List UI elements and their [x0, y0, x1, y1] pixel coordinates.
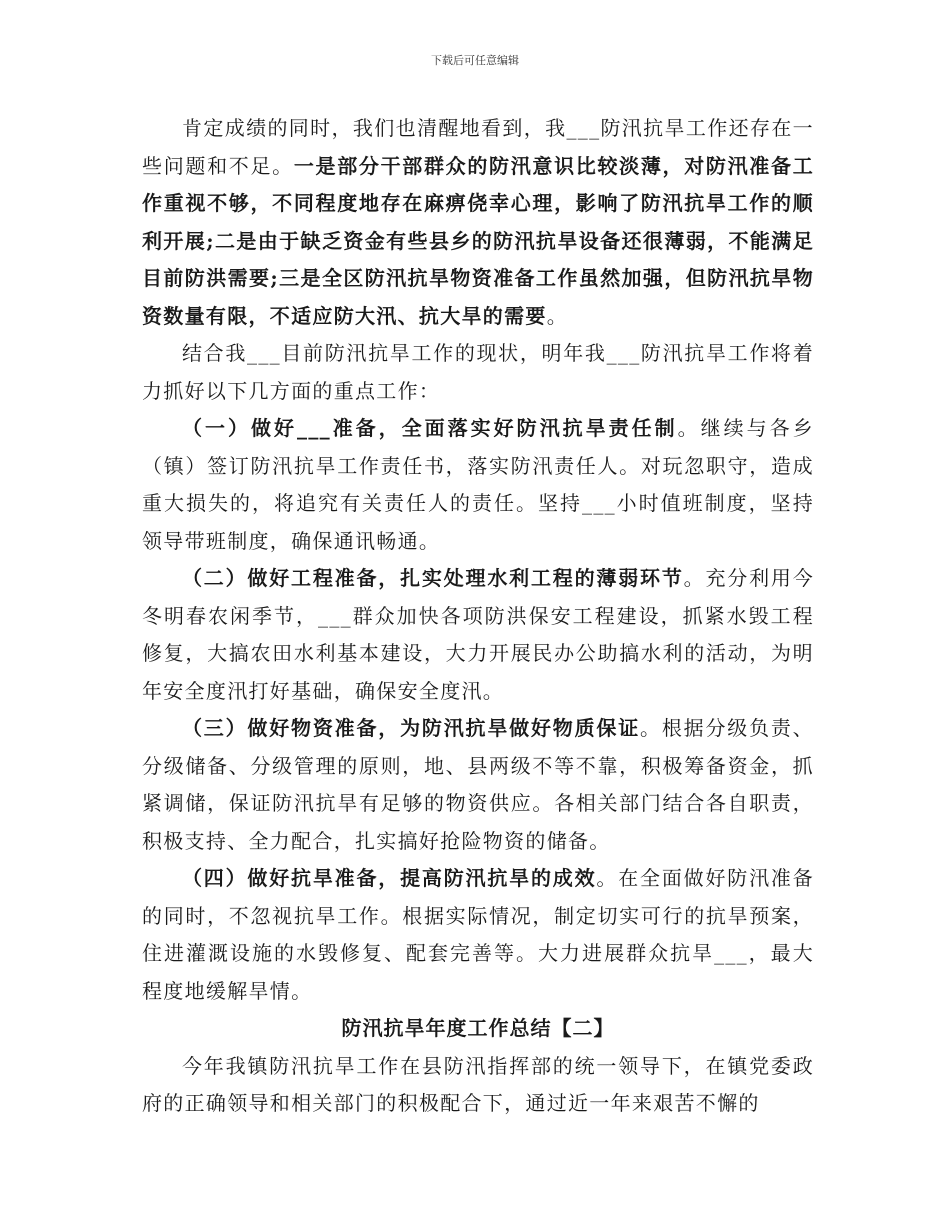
paragraph-text: 。	[546, 303, 569, 328]
item-heading: （三）做好物资准备，为防汛抗旱做好物质保证	[182, 716, 641, 740]
item-heading: （二）做好工程准备，扎实处理水利工程的薄弱环节	[182, 566, 684, 590]
paragraph-text: 肯定成绩的同时，我们也清醒地看到，我___防汛抗旱工作还存在一些问题和不足。	[142, 116, 814, 178]
item-text: 。根据分级负责、分级储备、分级管理的原则，地、县两级不等不靠，积极筹备资金，抓紧调储，保证防汛抗旱有足够的物资供应。各相关部门结合各自职责，积极支持、全力配合，扎实搞好抢险物资的储备。	[142, 716, 814, 853]
paragraph-item-2	[142, 560, 814, 710]
page-header: 下载后可任意编辑	[431, 54, 519, 67]
paragraph-item-4	[142, 860, 814, 1010]
item-heading: （一）做好___准备，全面落实好防汛抗旱责任制	[182, 416, 678, 440]
item-text: 。充分利用今冬明春农闲季节，___群众加快各项防洪保安工程建设，抓紧水毁工程修复，大搞农田水利基本建设，大力开展民办公助搞水利的活动，为明年安全度汛打好基础，确保安全度汛。	[142, 566, 814, 703]
section-heading: 防汛抗旱年度工作总结【二】	[341, 1016, 615, 1040]
paragraph-item-1	[142, 410, 814, 560]
paragraph-intro: 结合我___目前防汛抗旱工作的现状，明年我___防汛抗旱工作将着力抓好以下几方面的重点工作：	[142, 341, 814, 403]
document-body	[142, 110, 814, 1123]
paragraph-problems	[142, 110, 814, 335]
item-text: 。在全面做好防汛准备的同时，不忽视抗旱工作。根据实际情况，制定切实可行的抗旱预案，住进灌溉设施的水毁修复、配套完善等。大力进展群众抗旱___，最大程度地缓解旱情。	[142, 866, 815, 1003]
item-heading: （四）做好抗旱准备，提高防汛抗旱的成效	[182, 866, 597, 890]
paragraph-item-3	[142, 710, 814, 860]
paragraph-bold-text: 一是部分干部群众的防汛意识比较淡薄，对防汛准备工作重视不够，不同程度地存在麻痹侥幸心理，影响了防汛抗旱工作的顺利开展;二是由于缺乏资金有些县乡的防汛抗旱设备还很薄弱，不能满足目前防洪需要;三是全区防汛抗旱物资准备工作虽然加强，但防汛抗旱物资数量有限，不适应防大汛、抗大旱的需要	[142, 153, 814, 328]
item-text: 。继续与各乡（镇）签订防汛抗旱工作责任书，落实防汛责任人。对玩忽职守，造成重大损失的，将追究有关责任人的责任。坚持___小时值班制度，坚持领导带班制度，确保通讯畅通。	[142, 416, 814, 553]
paragraph-summary-intro: 今年我镇防汛抗旱工作在县防汛指挥部的统一领导下，在镇党委政府的正确领导和相关部门的积极配合下，通过近一年来艰苦不懈的	[142, 1053, 814, 1115]
